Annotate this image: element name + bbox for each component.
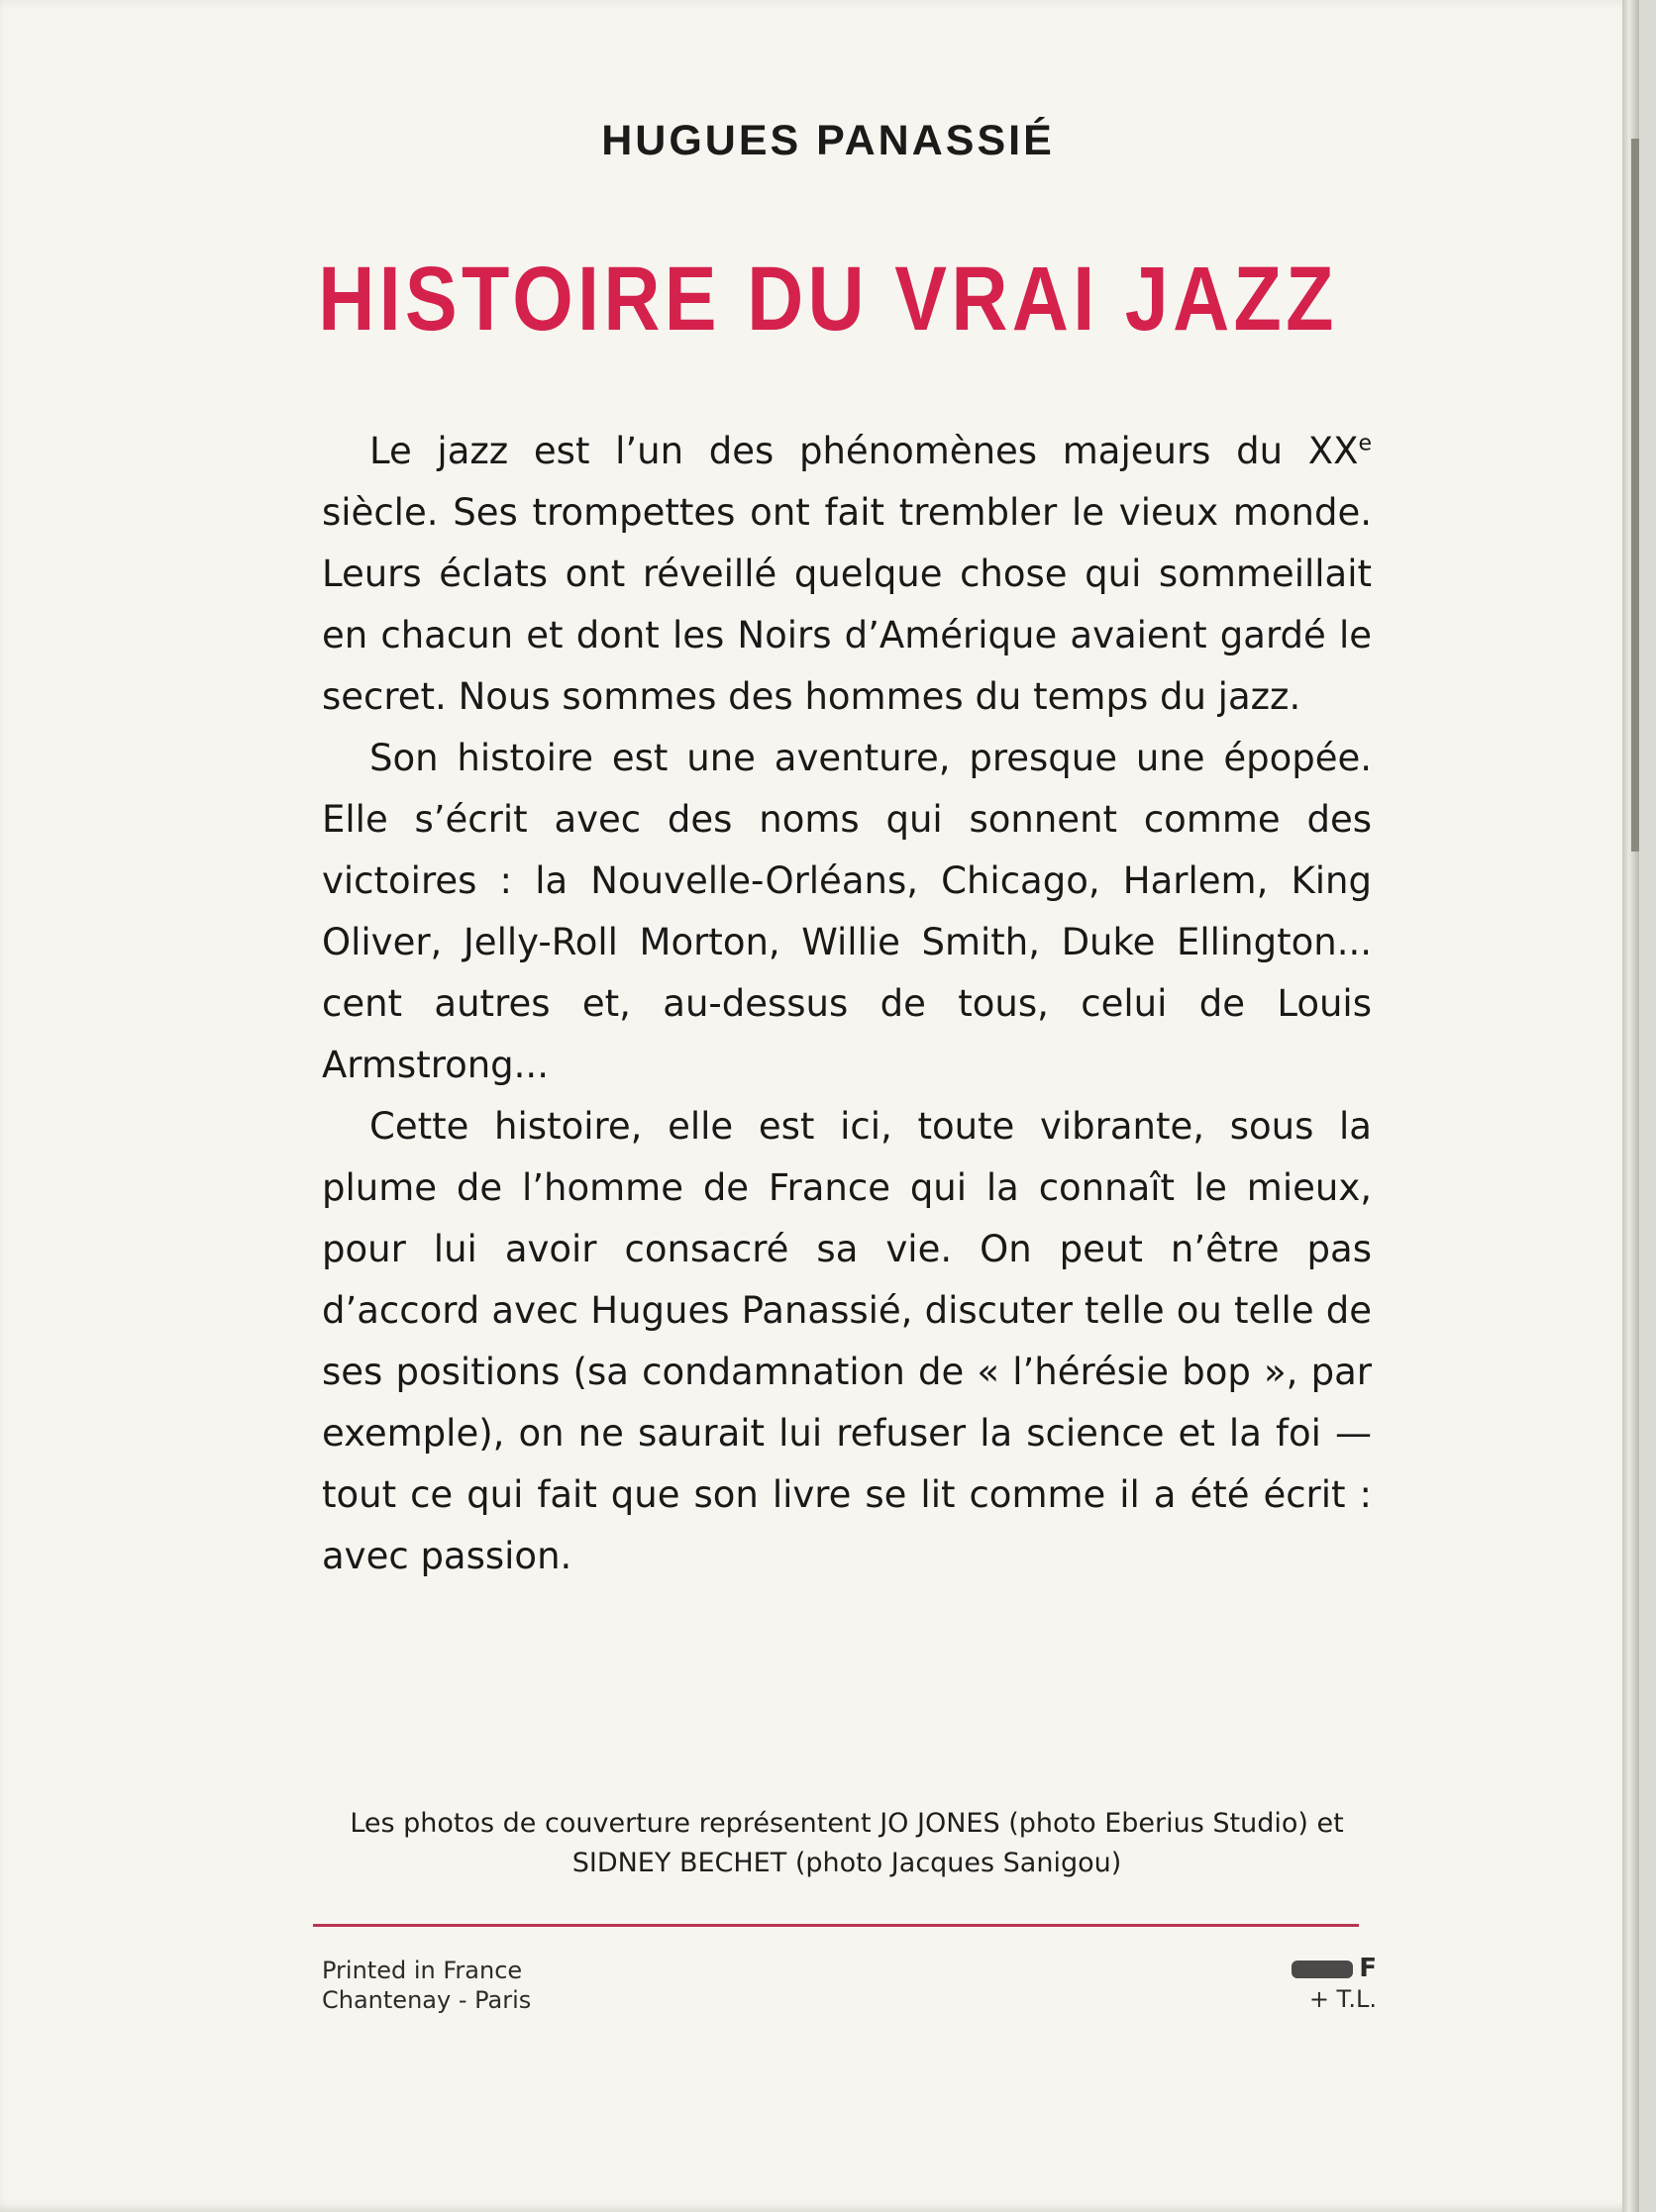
blurb-paragraph-1 [322, 421, 1372, 728]
imprint-printer: Chantenay - Paris [322, 1986, 532, 2014]
imprint-country: Printed in France [322, 1957, 523, 1984]
printer-imprint [322, 1956, 531, 2015]
price-scribble-mark [1292, 1961, 1353, 1978]
blurb-text [322, 421, 1372, 1587]
photo-credits: Les photos de couverture représentent JO JONES (photo Eberius Studio) et SIDNEY BECHET (photo Jacques Sanigou) [350, 1808, 1344, 1878]
price-currency: F [1359, 1954, 1377, 1983]
page-edge-shadow [1631, 139, 1639, 852]
price-tax: + T.L. [1308, 1985, 1377, 2013]
blurb-paragraph-1-rest: siècle. Ses trompettes ont fait trembler le vieux monde. Leurs éclats ont réveillé quelque chose qui sommeillait en chacun et dont les Noirs d’Amérique avaient gardé le secret. Nous sommes des hommes du temps du jazz. [322, 491, 1372, 718]
divider-rule [313, 1924, 1359, 1927]
blurb-paragraph-2: Son histoire est une aventure, presque une épopée. Elle s’écrit avec des noms qui sonnent comme des victoires : la Nouvelle-Orléans, Chicago, Harlem, King Oliver, Jelly-Roll Morton, Willie Smith, Duke Ellington... cent autres et, au-dessus de tous, celui de Louis Armstrong... [322, 737, 1372, 1086]
author-name: HUGUES PANASSIÉ [601, 117, 1055, 164]
blurb-paragraph-3: Cette histoire, elle est ici, toute vibrante, sous la plume de l’homme de France qui la connaît le mieux, pour lui avoir consacré sa vie. On peut n’être pas d’accord avec Hugues Panassié, discuter telle ou telle de ses positions (sa condamnation de « l’hérésie bop », par exemple), on ne saurait lui refuser la science et la foi — tout ce qui fait que son livre se lit comme il a été écrit : avec passion. [322, 1105, 1372, 1577]
price-line [1288, 1953, 1377, 1984]
blurb-paragraph-1-start: Le jazz est l’un des phénomènes majeurs du XX [369, 430, 1359, 472]
price-block [1288, 1953, 1377, 2014]
book-title: HISTOIRE DU VRAI JAZZ [318, 249, 1338, 350]
century-superscript: e [1358, 431, 1372, 456]
